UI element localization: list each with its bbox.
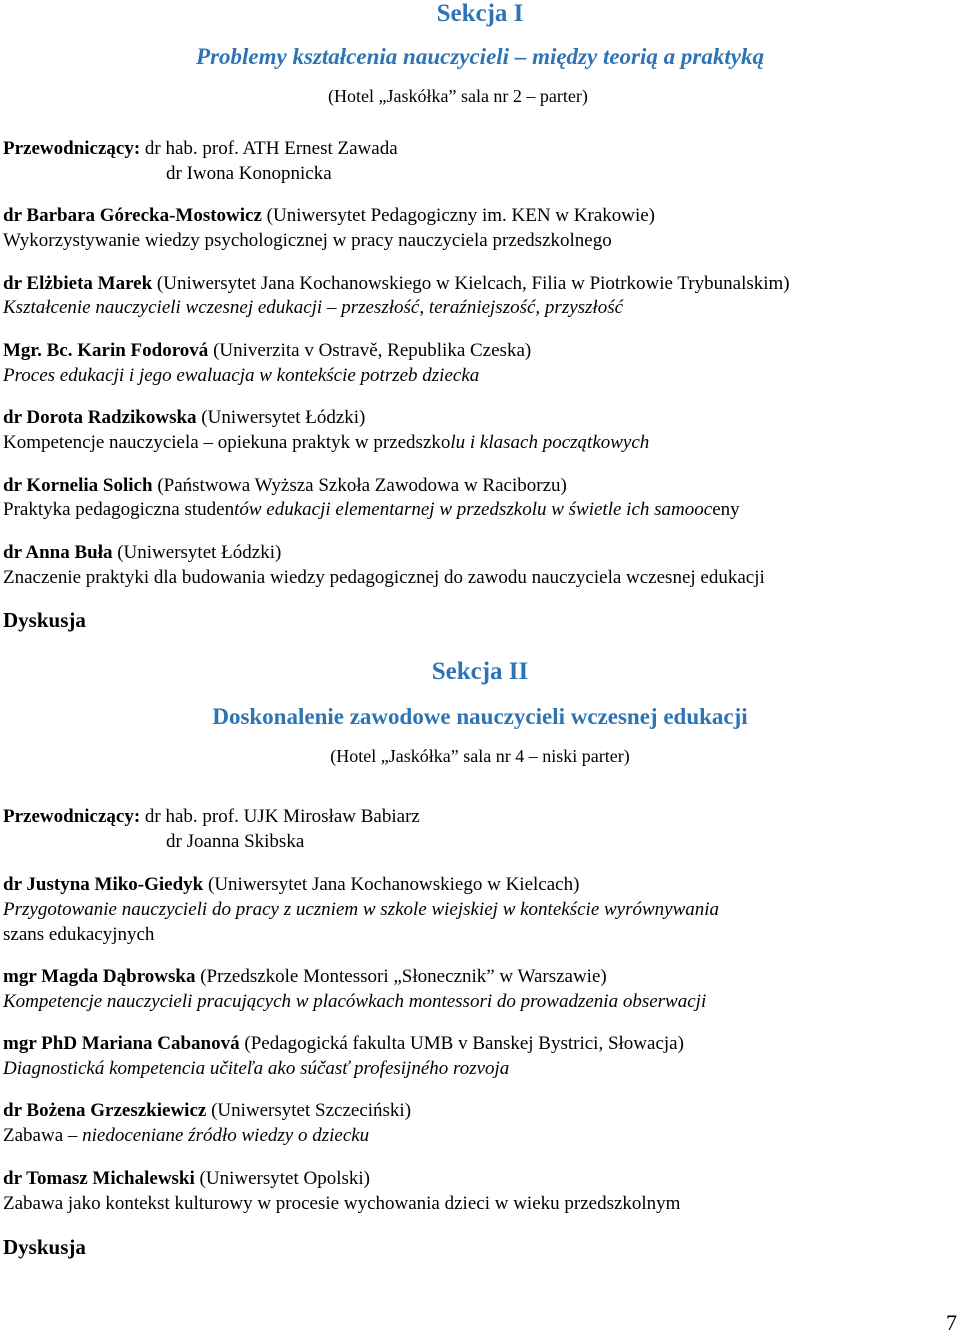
talk-speaker — [3, 542, 281, 564]
speaker-name: dr Anna Buła — [3, 542, 113, 563]
speaker-name: mgr PhD Mariana Cabanová — [3, 1033, 240, 1054]
title-part: Kompetencje nauczyciela – opiekuna praktyk w przedszko — [3, 432, 451, 453]
section-1-chair-2: dr Iwona Konopnicka — [166, 163, 332, 184]
speaker-name: dr Tomasz Michalewski — [3, 1168, 195, 1189]
talk-speaker — [3, 1033, 684, 1055]
speaker-name: dr Justyna Miko-Giedyk — [3, 874, 204, 895]
talk-title: Wykorzystywanie wiedzy psychologicznej w pracy nauczyciela przedszkolnego — [3, 230, 612, 251]
talk-speaker — [3, 407, 365, 429]
speaker-name: mgr Magda Dąbrowska — [3, 966, 196, 987]
speaker-name: dr Barbara Górecka-Mostowicz — [3, 205, 262, 226]
section-2-venue: (Hotel „Jaskółka” sala nr 4 – niski parter) — [330, 746, 630, 766]
talk-speaker — [3, 475, 567, 497]
talk-title: Kompetencje nauczycieli pracujących w placówkach montessori do prowadzenia obserwacji — [3, 991, 707, 1012]
section-1-venue: (Hotel „Jaskółka” sala nr 2 – parter) — [328, 86, 588, 106]
talk-title: Zabawa jako kontekst kulturowy w procesie wychowania dzieci w wieku przedszkolnym — [3, 1193, 681, 1214]
title-part-italic: tów edukacji elementarnej w przedszkolu w świetle ich samooc — [234, 499, 713, 520]
talk-speaker — [3, 966, 607, 988]
chair-label: Przewodniczący: — [3, 806, 141, 827]
chair-name: dr hab. prof. UJK Mirosław Babiarz — [144, 806, 420, 827]
speaker-affiliation: (Uniwersytet Łódzki) — [117, 542, 282, 563]
section-1-discussion: Dyskusja — [3, 608, 86, 632]
title-part: Praktyka pedagogiczna studen — [3, 499, 235, 520]
talk-speaker — [3, 340, 531, 362]
speaker-affiliation: (Univerzita v Ostravě, Republika Czeska) — [213, 340, 532, 361]
speaker-affiliation: (Przedszkole Montessori „Słonecznik” w Warszawie) — [200, 966, 607, 987]
section-1-title: Problemy kształcenia nauczycieli – między teorią a praktyką — [196, 44, 764, 69]
talk-speaker — [3, 1168, 370, 1190]
section-2-title: Doskonalenie zawodowe nauczycieli wczesnej edukacji — [212, 704, 748, 729]
speaker-affiliation: (Uniwersytet Jana Kochanowskiego w Kielcach) — [208, 874, 580, 895]
title-part-italic: – niedoceniane źródło wiedzy o dziecku — [63, 1125, 370, 1146]
page-number: 7 — [946, 1310, 957, 1335]
section-2-discussion: Dyskusja — [3, 1235, 86, 1259]
talk-speaker — [3, 874, 579, 896]
speaker-name: dr Dorota Radzikowska — [3, 407, 197, 428]
talk-title: Kształcenie nauczycieli wczesnej edukacji – przeszłość, teraźniejszość, przyszłość — [3, 297, 624, 318]
speaker-name: dr Kornelia Solich — [3, 475, 153, 496]
talk-title: Znaczenie praktyki dla budowania wiedzy pedagogicznej do zawodu nauczyciela wczesnej edukacji — [3, 567, 765, 588]
speaker-affiliation: (Uniwersytet Szczeciński) — [211, 1100, 412, 1121]
speaker-affiliation: (Pedagogická fakulta UMB v Banskej Bystrici, Słowacja) — [244, 1033, 684, 1054]
speaker-name: dr Bożena Grzeszkiewicz — [3, 1100, 207, 1121]
talk-speaker — [3, 1100, 411, 1122]
talk-title: Proces edukacji i jego ewaluacja w kontekście potrzeb dziecka — [3, 365, 480, 386]
speaker-affiliation: (Uniwersytet Opolski) — [199, 1168, 370, 1189]
title-part: Zabawa — [3, 1125, 64, 1146]
speaker-name: Mgr. Bc. Karin Fodorová — [3, 340, 209, 361]
speaker-affiliation: (Państwowa Wyższa Szkoła Zawodowa w Raciborzu) — [157, 475, 567, 496]
section-2-heading: Sekcja II — [431, 658, 529, 685]
talk-title — [3, 1125, 369, 1147]
speaker-affiliation: (Uniwersytet Jana Kochanowskiego w Kielcach, Filia w Piotrkowie Trybunalskim) — [156, 273, 790, 294]
title-part-end: eny — [712, 499, 740, 520]
title-part-italic: lu i klasach początkowych — [450, 432, 650, 453]
section-1-heading: Sekcja I — [436, 0, 524, 27]
speaker-name: dr Elżbieta Marek — [3, 273, 153, 294]
talk-title: Przygotowanie nauczycieli do pracy z uczniem w szkole wiejskiej w kontekście wyrównywania — [3, 899, 720, 920]
talk-speaker — [3, 205, 655, 227]
speaker-affiliation: (Uniwersytet Łódzki) — [201, 407, 366, 428]
talk-speaker — [3, 273, 790, 295]
speaker-affiliation: (Uniwersytet Pedagogiczny im. KEN w Krakowie) — [266, 205, 656, 226]
section-2-chair-2: dr Joanna Skibska — [166, 831, 305, 852]
talk-title-continued: szans edukacyjnych — [3, 924, 155, 945]
chair-label: Przewodniczący: — [3, 138, 141, 159]
section-2-chair — [3, 806, 420, 828]
section-1-chair — [3, 138, 398, 160]
talk-title: Diagnostická kompetencia učiteľa ako súčasť profesijného rozvoja — [3, 1058, 510, 1079]
talk-title — [3, 499, 740, 521]
chair-name: dr hab. prof. ATH Ernest Zawada — [144, 138, 398, 159]
talk-title — [3, 432, 649, 454]
